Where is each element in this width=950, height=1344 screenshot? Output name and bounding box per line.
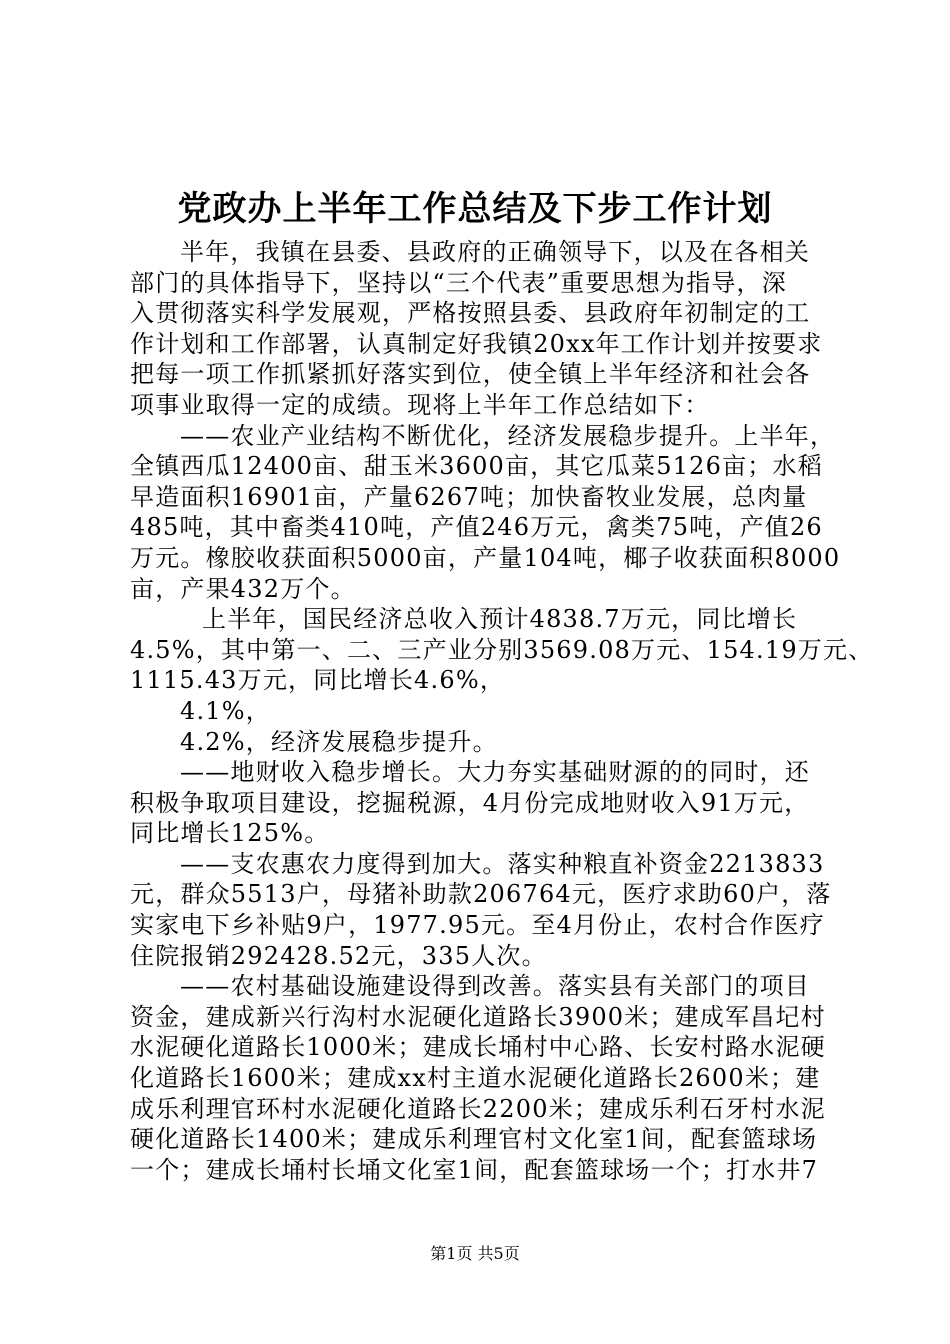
text-line: 元，群众5513户，母猪补助款206764元，医疗求助60户，落 [130, 880, 832, 909]
text-line: 1115.43万元，同比增长4.6%， [130, 666, 506, 695]
document-title: 党政办上半年工作总结及下步工作计划 [177, 189, 773, 229]
text-line: 全镇西瓜12400亩、甜玉米3600亩，其它瓜菜5126亩；水稻 [130, 452, 823, 481]
text-line: 万元。橡胶收获面积5000亩，产量104吨，椰子收获面积8000 [130, 543, 841, 572]
text-line: 住院报销292428.52元，335人次。 [130, 941, 547, 970]
text-line: 4.5%，其中第一、二、三产业分别3569.08万元、154.19万元、 [130, 635, 874, 664]
text-line: 上半年，国民经济总收入预计4838.7万元，同比增长 [202, 605, 798, 634]
text-line: 硬化道路长1400米；建成乐利理官村文化室1间，配套篮球场 [130, 1125, 818, 1154]
text-line: 项事业取得一定的成绩。现将上半年工作总结如下： [130, 390, 710, 419]
text-line: 作计划和工作部署，认真制定好我镇20xx年工作计划并按要求 [130, 329, 823, 358]
text-line: ——农业产业结构不断优化，经济发展稳步提升。上半年， [180, 421, 836, 450]
text-line: 水泥硬化道路长1000米；建成长埇村中心路、长安村路水泥硬 [130, 1033, 826, 1062]
page-footer [0, 1244, 950, 1264]
text-line: ——农村基础设施建设得到改善。落实县有关部门的项目 [180, 972, 810, 1001]
text-line: 把每一项工作抓紧抓好落实到位，使全镇上半年经济和社会各 [130, 360, 811, 389]
page-number: 第1页 共5页 [430, 1244, 520, 1263]
text-line: ——支农惠农力度得到加大。落实种粮直补资金2213833 [180, 849, 825, 878]
text-line: 同比增长125%。 [130, 819, 330, 848]
text-line: 入贯彻落实科学发展观，严格按照县委、县政府年初制定的工 [130, 299, 811, 328]
text-line: 积极争取项目建设，挖掘税源，4月份完成地财收入91万元， [130, 788, 810, 817]
text-line: 半年，我镇在县委、县政府的正确领导下，以及在各相关 [180, 238, 810, 266]
document-body [130, 237, 874, 1185]
text-line: 早造面积16901亩，产量6267吨；加快畜牧业发展，总肉量 [130, 482, 808, 511]
text-line: 4.2%，经济发展稳步提升。 [180, 727, 498, 756]
text-line: 一个；建成长埇村长埇文化室1间，配套篮球场一个；打水井7 [130, 1155, 819, 1184]
text-line: ——地财收入稳步增长。大力夯实基础财源的的同时，还 [180, 758, 810, 787]
text-line: 资金，建成新兴行沟村水泥硬化道路长3900米；建成军昌圮村 [130, 1002, 826, 1031]
text-line: 485吨，其中畜类410吨，产值246万元，禽类75吨，产值26 [130, 513, 823, 542]
text-line: 化道路长1600米；建成xx村主道水泥硬化道路长2600米；建 [130, 1064, 821, 1093]
text-line: 部门的具体指导下，坚持以“三个代表”重要思想为指导，深 [130, 268, 787, 297]
text-line: 亩，产果432万个。 [130, 574, 356, 603]
text-line: 4.1%， [180, 696, 271, 725]
text-line: 成乐利理官环村水泥硬化道路长2200米；建成乐利石牙村水泥 [130, 1094, 826, 1123]
text-line: 实家电下乡补贴9户，1977.95元。至4月份止，农村合作医疗 [130, 911, 825, 940]
